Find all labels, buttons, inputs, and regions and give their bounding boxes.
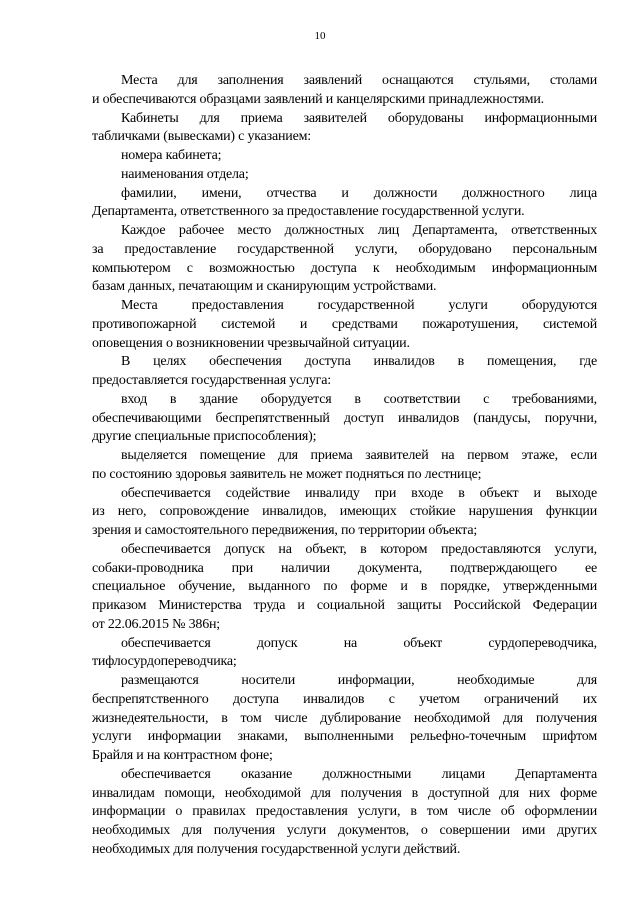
text-line: от 22.06.2015 № 386н; <box>92 616 220 632</box>
text-line: табличками (вывесками) с указанием: <box>92 129 311 145</box>
text-line: обеспечивается оказание должностными лицами Департамента <box>121 766 597 782</box>
text-line: жизнедеятельности, в том числе дублирование необходимой для получения <box>92 710 597 726</box>
text-line: обеспечивается допуск на объект, в котором предоставляются услуги, <box>121 541 597 557</box>
paragraph <box>92 485 597 541</box>
text-line: размещаются носители информации, необходимые для <box>121 673 597 688</box>
text-line: тифлосурдопереводчика; <box>92 654 237 670</box>
text-line: специальное обучение, выданного по форме и в порядке, утвержденными <box>92 579 597 595</box>
text-line: беспрепятственного доступа инвалидов с учетом ограничений их <box>92 691 597 707</box>
text-line: информации о правилах предоставления услуги, в том числе об оформлении <box>92 804 597 820</box>
text-line: собаки‑проводника при наличии документа, подтверждающего ее <box>92 560 597 576</box>
paragraph <box>92 110 597 148</box>
text-line: номера кабинета; <box>121 148 222 163</box>
text-line: по состоянию здоровья заявитель не может подняться по лестнице; <box>92 466 482 482</box>
text-line: из него, сопровождение инвалидов, имеющих стойкие нарушения функции <box>92 504 597 520</box>
paragraph <box>92 391 597 447</box>
text-line: обеспечивается допуск на объект сурдопереводчика, <box>121 635 597 651</box>
paragraph <box>92 672 597 766</box>
text-line: оповещения о возникновении чрезвычайной ситуации. <box>92 335 410 351</box>
paragraph <box>92 766 597 860</box>
text-line: Кабинеты для приема заявителей оборудованы информационными <box>121 110 597 126</box>
text-line: наименования отдела; <box>121 166 249 182</box>
paragraph <box>92 541 597 635</box>
text-line: обеспечивается содействие инвалиду при входе в объект и выходе <box>121 485 597 501</box>
text-line: Брайля и на контрастном фоне; <box>92 748 273 763</box>
paragraph <box>92 166 597 185</box>
text-line: Каждое рабочее место должностных лиц Департамента, ответственных <box>121 223 597 238</box>
text-line: и обеспечиваются образцами заявлений и канцелярскими принадлежностями. <box>92 91 544 107</box>
paragraph <box>92 222 597 297</box>
text-line: фамилии, имени, отчества и должности должностного лица <box>121 185 597 201</box>
text-line: Департамента, ответственного за предоставление государственной услуги. <box>92 204 525 220</box>
text-line: обеспечивающими беспрепятственный доступ инвалидов (пандусы, поручни, <box>92 410 597 426</box>
text-line: за предоставление государственной услуги, оборудовано персональным <box>92 241 597 257</box>
text-line: Места для заполнения заявлений оснащаются стульями, столами <box>121 73 597 88</box>
text-line: другие специальные приспособления); <box>92 429 317 445</box>
paragraph <box>92 72 597 110</box>
text-line: зрения и самостоятельного передвижения, по территории объекта; <box>92 523 478 538</box>
text-line: базам данных, печатающим и сканирующим устройствами. <box>92 279 437 295</box>
paragraph <box>92 353 597 391</box>
paragraph <box>92 447 597 485</box>
page-number: 10 <box>314 30 326 42</box>
text-line: Места предоставления государственной услуги оборудуются <box>121 298 597 313</box>
paragraph <box>92 635 597 673</box>
text-line: В целях обеспечения доступа инвалидов в помещения, где <box>121 354 597 370</box>
text-line: вход в здание оборудуется в соответствии с требованиями, <box>121 391 597 407</box>
text-line: выделяется помещение для приема заявителей на первом этаже, если <box>121 448 597 463</box>
text-line: необходимых для получения государственной услуги действий. <box>92 841 461 857</box>
text-line: услуги информации знаками, выполненными рельефно-точечным шрифтом <box>92 729 597 745</box>
paragraph <box>92 297 597 353</box>
paragraph <box>92 147 597 166</box>
text-line: противопожарной системой и средствами пожаротушения, системой <box>92 316 597 332</box>
paragraph <box>92 185 597 223</box>
text-line: приказом Министерства труда и социальной защиты Российской Федерации <box>92 598 597 613</box>
text-line: инвалидам помощи, необходимой для получения в доступной для них форме <box>92 785 597 801</box>
text-line: предоставляется государственная услуга: <box>92 373 331 388</box>
text-line: компьютером с возможностью доступа к необходимым информационным <box>92 260 597 276</box>
document-body <box>92 72 597 860</box>
text-line: необходимых для получения услуги документов, о совершении ими других <box>92 823 597 838</box>
